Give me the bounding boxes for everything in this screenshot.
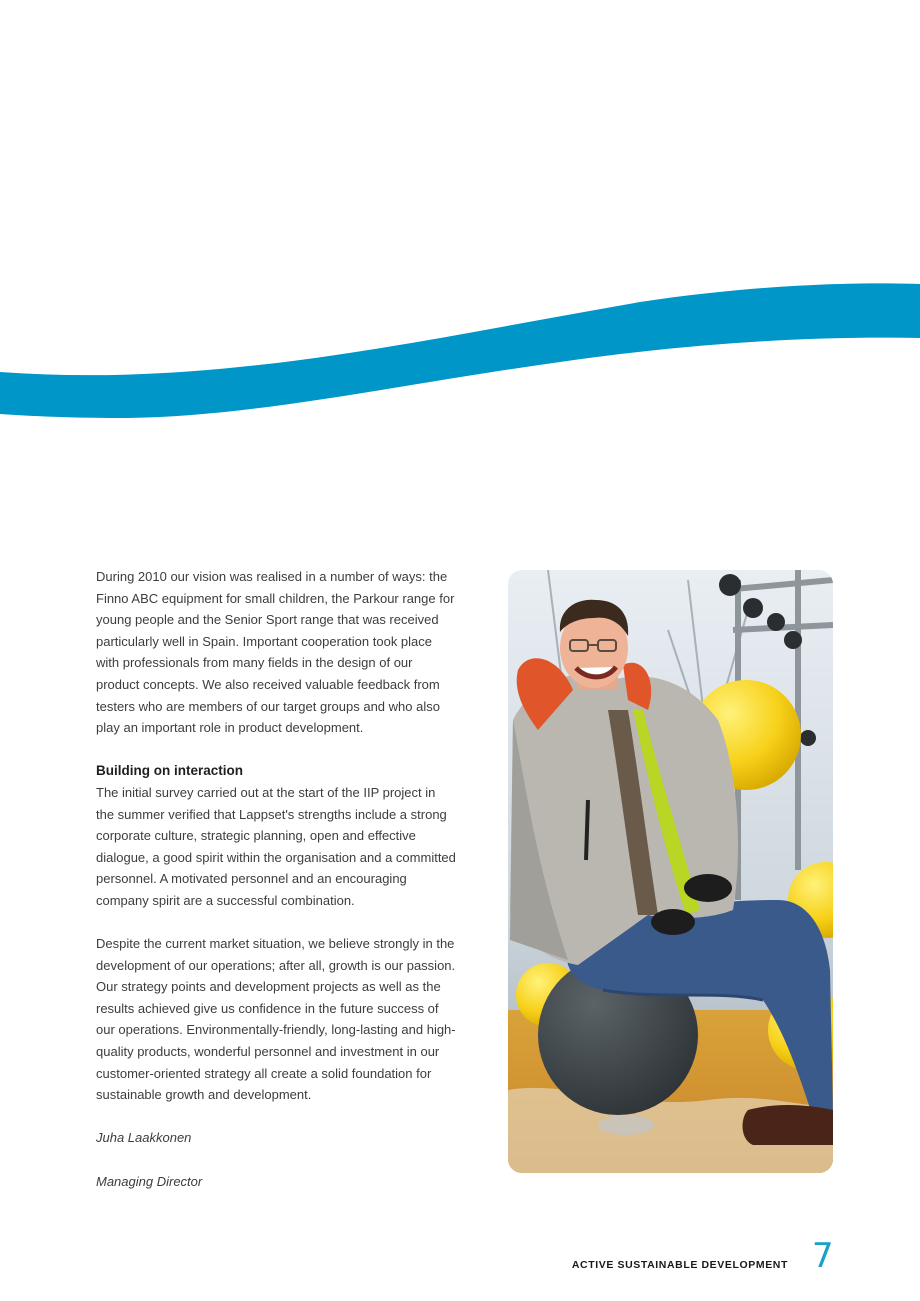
paragraph-vision: During 2010 our vision was realised in a number of ways: the Finno ABC equipment for small children, the Parkour range for young people and the Senior Sport range that was received particularly well in Spain. Important cooperation took place with professionals from many fields in the design of our product concepts. We also received valuable feedback from testers who are members of our target groups and who also play an important role in product development. <box>96 569 455 736</box>
signature-name: Juha Laakkonen <box>96 1130 192 1146</box>
paragraph-outlook: Despite the current market situation, we believe strongly in the development of our operations; after all, growth is our passion. Our strategy points and development projects as well as the results achieved give us confidence in the future success of our operations. Environmentally-friendly, long-lasting and high-quality products, wonderful personnel and investment in our customer-oriented strategy all create a solid foundation for sustainable growth and development. <box>96 936 456 1103</box>
signature-title: Managing Director <box>96 1173 203 1189</box>
article-body <box>96 566 456 1214</box>
section-heading: Building on interaction <box>96 763 243 779</box>
paragraph-survey: The initial survey carried out at the start of the IIP project in the summer verified that Lappset's strengths include a strong corporate culture, strategic planning, open and effective dialogue, a good spirit within the organisation and a committed personnel. A motivated personnel and an encouraging company spirit are a successful combination. <box>96 784 456 908</box>
section-title: ACTIVE SUSTAINABLE DEVELOPMENT <box>571 1259 788 1271</box>
page-number: 7 <box>812 1236 834 1276</box>
portrait-photo <box>508 570 833 1173</box>
decorative-wave <box>0 280 920 430</box>
